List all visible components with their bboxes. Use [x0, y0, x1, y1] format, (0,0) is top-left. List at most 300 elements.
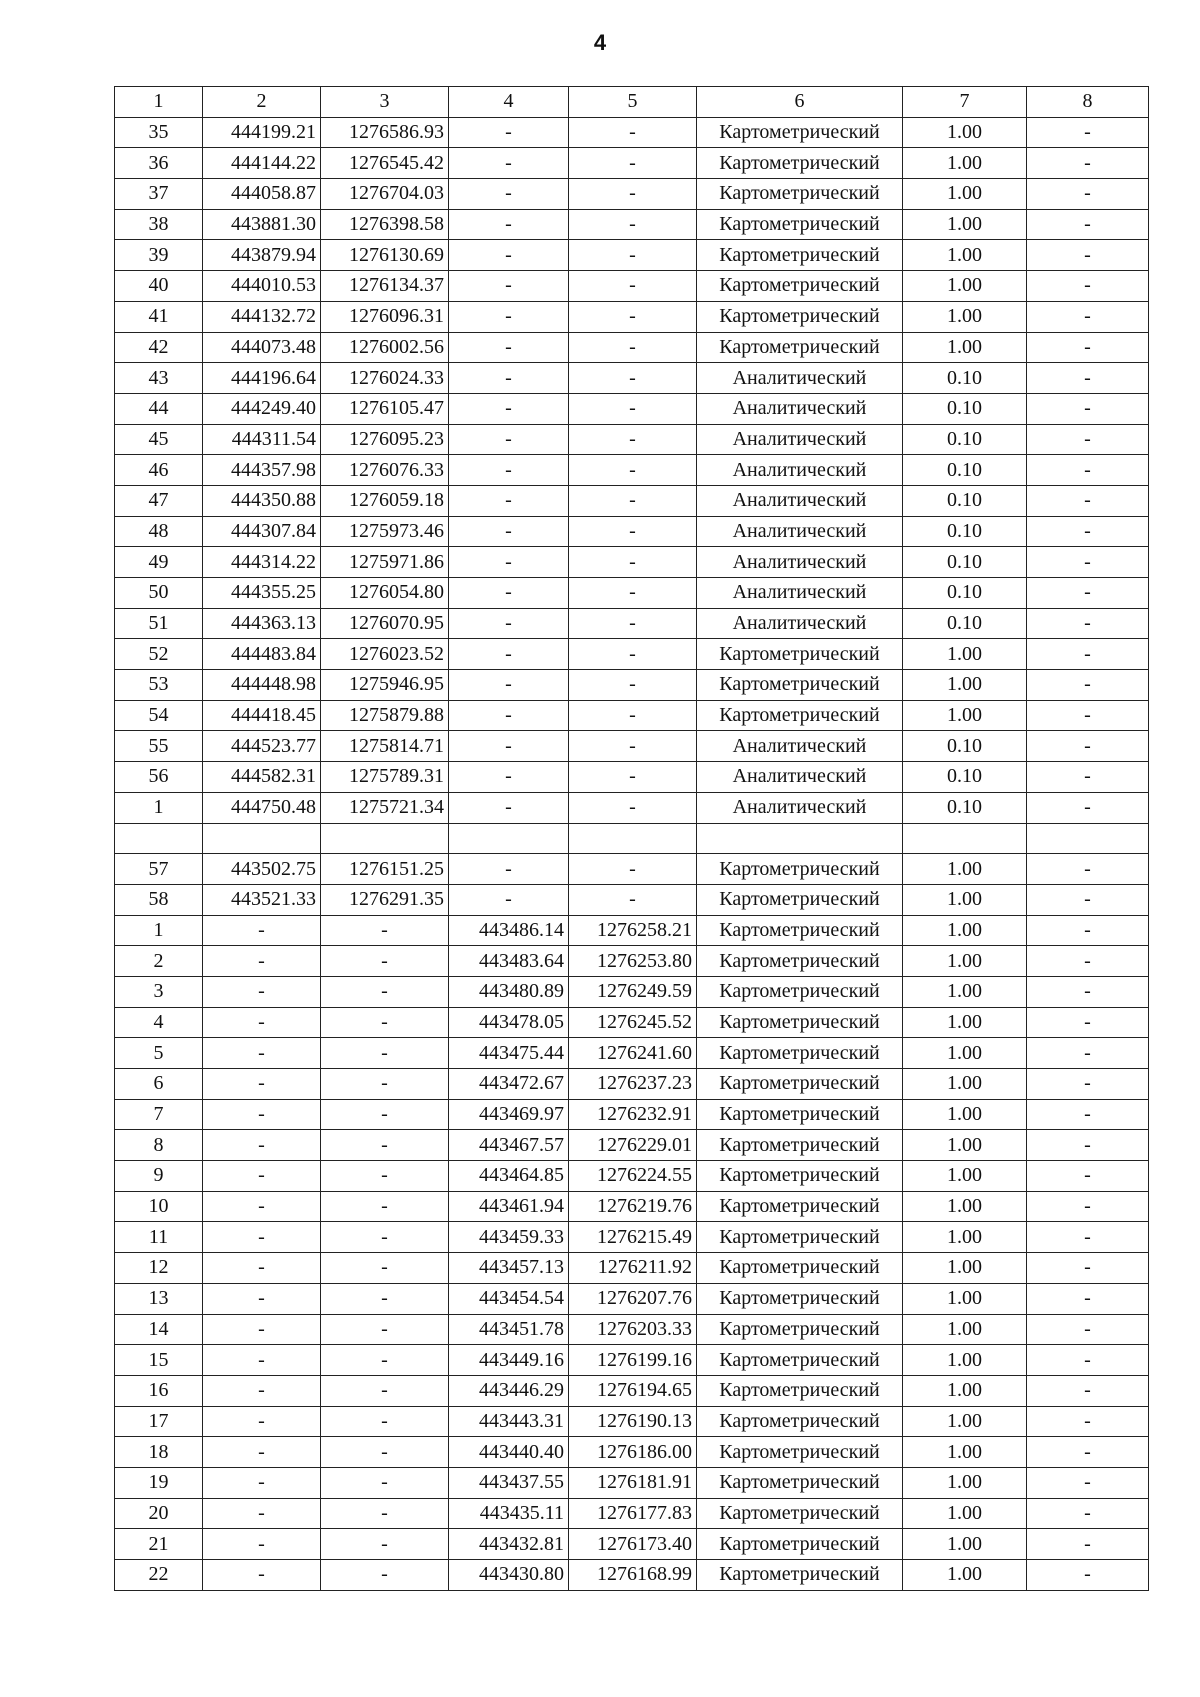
table-cell: 0.10: [903, 424, 1027, 455]
table-cell: 0.10: [903, 516, 1027, 547]
table-cell: -: [569, 731, 697, 762]
table-cell: -: [203, 1314, 321, 1345]
table-cell: -: [1027, 1406, 1149, 1437]
table-cell: 443467.57: [449, 1130, 569, 1161]
table-cell: 58: [115, 884, 203, 915]
table-row: [115, 792, 1149, 823]
table-cell: -: [569, 301, 697, 332]
table-cell: 1.00: [903, 117, 1027, 148]
column-header: 2: [203, 87, 321, 118]
table-cell: Картометрический: [697, 976, 903, 1007]
table-cell: -: [1027, 240, 1149, 271]
table-cell: Картометрический: [697, 240, 903, 271]
table-cell: 443483.64: [449, 946, 569, 977]
table-cell: 1.00: [903, 1529, 1027, 1560]
table-cell: 0.10: [903, 547, 1027, 578]
table-row: [115, 884, 1149, 915]
table-cell: -: [1027, 1314, 1149, 1345]
column-header: 3: [321, 87, 449, 118]
table-cell: Картометрический: [697, 332, 903, 363]
table-cell: Картометрический: [697, 1560, 903, 1591]
table-cell: 443446.29: [449, 1375, 569, 1406]
table-cell: Картометрический: [697, 1406, 903, 1437]
table-cell: 1.00: [903, 1007, 1027, 1038]
table-row: [115, 639, 1149, 670]
table-cell: -: [449, 363, 569, 394]
table-cell: 1.00: [903, 884, 1027, 915]
table-cell: 1.00: [903, 1406, 1027, 1437]
table-cell: 11: [115, 1222, 203, 1253]
table-cell: -: [1027, 915, 1149, 946]
table-cell: Картометрический: [697, 1130, 903, 1161]
table-cell: -: [203, 976, 321, 1007]
table-cell: 443457.13: [449, 1253, 569, 1284]
table-cell: -: [203, 1191, 321, 1222]
table-cell: 18: [115, 1437, 203, 1468]
table-cell: 1.00: [903, 332, 1027, 363]
table-cell: Картометрический: [697, 639, 903, 670]
table-cell: 17: [115, 1406, 203, 1437]
table-cell: 1276130.69: [321, 240, 449, 271]
table-cell: [321, 823, 449, 854]
table-row: [115, 762, 1149, 793]
table-body: [115, 117, 1149, 1590]
table-row: [115, 363, 1149, 394]
table-cell: 1276704.03: [321, 179, 449, 210]
table-cell: -: [321, 1283, 449, 1314]
table-row: [115, 516, 1149, 547]
table-cell: -: [449, 209, 569, 240]
table-cell: 1276199.16: [569, 1345, 697, 1376]
table-row: [115, 424, 1149, 455]
table-cell: 0.10: [903, 455, 1027, 486]
table-cell: 1.00: [903, 1283, 1027, 1314]
coordinates-table: [114, 86, 1149, 1591]
table-cell: 1276215.49: [569, 1222, 697, 1253]
table-cell: Картометрический: [697, 1038, 903, 1069]
column-header: 1: [115, 87, 203, 118]
table-cell: -: [321, 1038, 449, 1069]
table-cell: -: [321, 1191, 449, 1222]
table-cell: 0.10: [903, 393, 1027, 424]
table-cell: -: [1027, 1191, 1149, 1222]
table-cell: -: [321, 1069, 449, 1100]
table-cell: -: [449, 854, 569, 885]
table-row: [115, 700, 1149, 731]
table-cell: 55: [115, 731, 203, 762]
table-cell: 21: [115, 1529, 203, 1560]
table-cell: -: [1027, 578, 1149, 609]
table-cell: 1276059.18: [321, 485, 449, 516]
table-cell: 8: [115, 1130, 203, 1161]
table-row: [115, 946, 1149, 977]
table-cell: -: [321, 1007, 449, 1038]
table-cell: 0.10: [903, 608, 1027, 639]
table-cell: 44: [115, 393, 203, 424]
table-cell: 443464.85: [449, 1161, 569, 1192]
table-cell: -: [449, 332, 569, 363]
table-cell: -: [449, 271, 569, 302]
table-cell: -: [321, 1161, 449, 1192]
table-cell: 50: [115, 578, 203, 609]
column-header: 7: [903, 87, 1027, 118]
table-row: [115, 854, 1149, 885]
table-cell: Картометрический: [697, 148, 903, 179]
table-cell: -: [1027, 363, 1149, 394]
table-cell: 51: [115, 608, 203, 639]
table-cell: -: [1027, 976, 1149, 1007]
table-cell: -: [1027, 1345, 1149, 1376]
table-cell: 14: [115, 1314, 203, 1345]
table-cell: Аналитический: [697, 485, 903, 516]
table-cell: -: [569, 762, 697, 793]
table-cell: 1276237.23: [569, 1069, 697, 1100]
table-cell: -: [321, 1222, 449, 1253]
table-cell: -: [569, 363, 697, 394]
table-cell: -: [203, 1375, 321, 1406]
table-row: [115, 1498, 1149, 1529]
table-cell: 1: [115, 915, 203, 946]
table-cell: 1.00: [903, 639, 1027, 670]
table-row: [115, 1253, 1149, 1284]
table-cell: -: [449, 516, 569, 547]
table-cell: -: [569, 547, 697, 578]
table-cell: 1276134.37: [321, 271, 449, 302]
table-cell: -: [569, 639, 697, 670]
table-cell: -: [203, 1560, 321, 1591]
table-cell: Картометрический: [697, 915, 903, 946]
table-cell: 443521.33: [203, 884, 321, 915]
table-cell: 15: [115, 1345, 203, 1376]
table-cell: -: [449, 240, 569, 271]
table-cell: 48: [115, 516, 203, 547]
table-cell: -: [1027, 455, 1149, 486]
table-cell: Картометрический: [697, 1253, 903, 1284]
table-cell: -: [1027, 670, 1149, 701]
table-cell: 1.00: [903, 1191, 1027, 1222]
table-cell: 1276249.59: [569, 976, 697, 1007]
table-cell: 1275814.71: [321, 731, 449, 762]
table-cell: Картометрический: [697, 700, 903, 731]
table-cell: 1.00: [903, 1467, 1027, 1498]
table-row: [115, 1314, 1149, 1345]
table-row: [115, 1130, 1149, 1161]
table-row: [115, 1283, 1149, 1314]
table-cell: 443879.94: [203, 240, 321, 271]
table-cell: -: [449, 578, 569, 609]
table-cell: 443440.40: [449, 1437, 569, 1468]
table-row: [115, 485, 1149, 516]
table-row: [115, 1467, 1149, 1498]
table-cell: 444311.54: [203, 424, 321, 455]
table-cell: 444010.53: [203, 271, 321, 302]
table-row: [115, 209, 1149, 240]
table-row: [115, 455, 1149, 486]
table-cell: -: [1027, 117, 1149, 148]
table-cell: 1.00: [903, 1314, 1027, 1345]
table-cell: -: [321, 1345, 449, 1376]
table-cell: 1276070.95: [321, 608, 449, 639]
table-cell: -: [449, 424, 569, 455]
table-cell: 53: [115, 670, 203, 701]
table-cell: -: [1027, 762, 1149, 793]
table-cell: -: [569, 240, 697, 271]
table-cell: -: [321, 1437, 449, 1468]
table-cell: Картометрический: [697, 1375, 903, 1406]
table-cell: Картометрический: [697, 209, 903, 240]
table-cell: -: [449, 608, 569, 639]
table-row: [115, 547, 1149, 578]
table-cell: 1276229.01: [569, 1130, 697, 1161]
table-row: [115, 1406, 1149, 1437]
table-cell: 1276241.60: [569, 1038, 697, 1069]
table-cell: Картометрический: [697, 670, 903, 701]
table-cell: -: [321, 1560, 449, 1591]
table-cell: -: [321, 976, 449, 1007]
table-cell: -: [569, 148, 697, 179]
table-cell: 443486.14: [449, 915, 569, 946]
table-cell: Картометрический: [697, 1283, 903, 1314]
table-cell: [903, 823, 1027, 854]
table-cell: 444249.40: [203, 393, 321, 424]
table-cell: -: [1027, 1283, 1149, 1314]
table-cell: 20: [115, 1498, 203, 1529]
table-cell: 1276173.40: [569, 1529, 697, 1560]
table-cell: -: [1027, 1560, 1149, 1591]
table-row: [115, 1345, 1149, 1376]
table-cell: 443443.31: [449, 1406, 569, 1437]
table-cell: -: [1027, 1130, 1149, 1161]
table-cell: 0.10: [903, 792, 1027, 823]
table-cell: 1276224.55: [569, 1161, 697, 1192]
table-cell: -: [203, 1467, 321, 1498]
table-cell: 1.00: [903, 1099, 1027, 1130]
table-cell: -: [449, 148, 569, 179]
table-cell: 1275879.88: [321, 700, 449, 731]
table-cell: 444199.21: [203, 117, 321, 148]
table-cell: -: [203, 1161, 321, 1192]
table-cell: Картометрический: [697, 1529, 903, 1560]
table-cell: 52: [115, 639, 203, 670]
table-cell: -: [569, 179, 697, 210]
table-row: [115, 179, 1149, 210]
table-cell: 1276054.80: [321, 578, 449, 609]
table-cell: -: [203, 1130, 321, 1161]
table-cell: -: [569, 424, 697, 455]
table-cell: 444357.98: [203, 455, 321, 486]
table-cell: -: [1027, 608, 1149, 639]
table-cell: [449, 823, 569, 854]
table-cell: -: [1027, 1007, 1149, 1038]
table-cell: -: [203, 1283, 321, 1314]
table-cell: -: [1027, 1222, 1149, 1253]
table-cell: [569, 823, 697, 854]
table-cell: 56: [115, 762, 203, 793]
table-cell: -: [321, 1529, 449, 1560]
table-cell: 1276258.21: [569, 915, 697, 946]
table-cell: -: [449, 485, 569, 516]
table-cell: Аналитический: [697, 547, 903, 578]
table-cell: 443478.05: [449, 1007, 569, 1038]
table-cell: 444448.98: [203, 670, 321, 701]
table-cell: 443502.75: [203, 854, 321, 885]
table-cell: 1276168.99: [569, 1560, 697, 1591]
table-cell: 1276024.33: [321, 363, 449, 394]
table-cell: 40: [115, 271, 203, 302]
table-cell: Картометрический: [697, 117, 903, 148]
table-cell: 0.10: [903, 762, 1027, 793]
table-cell: 1.00: [903, 1498, 1027, 1529]
table-row: [115, 1038, 1149, 1069]
table-cell: -: [203, 946, 321, 977]
table-cell: -: [1027, 1161, 1149, 1192]
table-cell: -: [321, 1498, 449, 1529]
table-cell: [697, 823, 903, 854]
table-cell: 38: [115, 209, 203, 240]
table-cell: [115, 823, 203, 854]
table-cell: -: [569, 209, 697, 240]
table-cell: Картометрический: [697, 1069, 903, 1100]
table-cell: 54: [115, 700, 203, 731]
table-cell: 57: [115, 854, 203, 885]
table-cell: Картометрический: [697, 1345, 903, 1376]
table-cell: 1275721.34: [321, 792, 449, 823]
table-cell: 444750.48: [203, 792, 321, 823]
table-cell: 19: [115, 1467, 203, 1498]
table-cell: -: [321, 1314, 449, 1345]
table-cell: 1.00: [903, 1345, 1027, 1376]
table-cell: -: [321, 1253, 449, 1284]
table-cell: -: [449, 393, 569, 424]
table-cell: 1.00: [903, 1161, 1027, 1192]
table-cell: 42: [115, 332, 203, 363]
table-cell: -: [569, 117, 697, 148]
table-cell: Картометрический: [697, 1099, 903, 1130]
table-cell: 444307.84: [203, 516, 321, 547]
table-cell: 0.10: [903, 578, 1027, 609]
table-cell: 1276096.31: [321, 301, 449, 332]
table-cell: -: [1027, 1529, 1149, 1560]
table-cell: Картометрический: [697, 1191, 903, 1222]
table-cell: Картометрический: [697, 1437, 903, 1468]
table-cell: Аналитический: [697, 424, 903, 455]
table-cell: -: [1027, 516, 1149, 547]
table-cell: -: [1027, 209, 1149, 240]
table-cell: 444350.88: [203, 485, 321, 516]
table-row: [115, 1437, 1149, 1468]
table-cell: 443454.54: [449, 1283, 569, 1314]
table-cell: -: [203, 1099, 321, 1130]
table-cell: -: [1027, 485, 1149, 516]
table-cell: -: [321, 1467, 449, 1498]
table-cell: Картометрический: [697, 946, 903, 977]
table-cell: -: [321, 1406, 449, 1437]
table-cell: -: [569, 670, 697, 701]
table-cell: 444483.84: [203, 639, 321, 670]
table-cell: 1276253.80: [569, 946, 697, 977]
table-cell: Картометрический: [697, 301, 903, 332]
table-row: [115, 578, 1149, 609]
table-cell: 7: [115, 1099, 203, 1130]
table-cell: 443430.80: [449, 1560, 569, 1591]
table-cell: 1.00: [903, 1222, 1027, 1253]
table-cell: -: [1027, 547, 1149, 578]
table-cell: Картометрический: [697, 1161, 903, 1192]
page-number: 4: [593, 30, 607, 55]
table-cell: 0.10: [903, 363, 1027, 394]
table-cell: -: [203, 1069, 321, 1100]
table-row: [115, 1161, 1149, 1192]
table-cell: 1.00: [903, 976, 1027, 1007]
table-cell: -: [1027, 271, 1149, 302]
table-cell: 12: [115, 1253, 203, 1284]
table-cell: -: [1027, 332, 1149, 363]
table-cell: 443472.67: [449, 1069, 569, 1100]
table-row: [115, 1069, 1149, 1100]
table-cell: 1276181.91: [569, 1467, 697, 1498]
table-cell: Аналитический: [697, 731, 903, 762]
table-cell: 443480.89: [449, 976, 569, 1007]
table-cell: -: [1027, 1375, 1149, 1406]
table-cell: Аналитический: [697, 363, 903, 394]
table-cell: 1275973.46: [321, 516, 449, 547]
table-cell: 444073.48: [203, 332, 321, 363]
table-row: [115, 976, 1149, 1007]
table-cell: 1276291.35: [321, 884, 449, 915]
table-cell: 1276586.93: [321, 117, 449, 148]
table-cell: 16: [115, 1375, 203, 1406]
table-cell: -: [203, 1222, 321, 1253]
table-cell: 9: [115, 1161, 203, 1192]
table-cell: 443881.30: [203, 209, 321, 240]
table-cell: 443459.33: [449, 1222, 569, 1253]
table-cell: -: [449, 700, 569, 731]
table-row: [115, 1099, 1149, 1130]
column-header: 8: [1027, 87, 1149, 118]
table-cell: 1276545.42: [321, 148, 449, 179]
table-cell: 1275789.31: [321, 762, 449, 793]
table-cell: 1.00: [903, 209, 1027, 240]
table-cell: -: [203, 1253, 321, 1284]
table-cell: Аналитический: [697, 608, 903, 639]
table-cell: 444418.45: [203, 700, 321, 731]
table-cell: -: [569, 393, 697, 424]
table-cell: -: [569, 792, 697, 823]
table-cell: 444132.72: [203, 301, 321, 332]
table-cell: 1276211.92: [569, 1253, 697, 1284]
table-cell: -: [449, 792, 569, 823]
table-cell: -: [1027, 148, 1149, 179]
table-cell: -: [203, 1038, 321, 1069]
table-cell: Аналитический: [697, 393, 903, 424]
table-cell: 1276203.33: [569, 1314, 697, 1345]
table-cell: -: [449, 301, 569, 332]
table-cell: 1.00: [903, 1560, 1027, 1591]
table-cell: -: [449, 731, 569, 762]
table-cell: -: [449, 547, 569, 578]
table-cell: -: [569, 485, 697, 516]
table-cell: 1276190.13: [569, 1406, 697, 1437]
table-cell: 36: [115, 148, 203, 179]
table-row: [115, 271, 1149, 302]
table-cell: 1276219.76: [569, 1191, 697, 1222]
table-cell: 1.00: [903, 271, 1027, 302]
table-cell: 1.00: [903, 915, 1027, 946]
table-row: [115, 1529, 1149, 1560]
table-cell: -: [449, 884, 569, 915]
table-cell: Аналитический: [697, 455, 903, 486]
table-cell: -: [203, 1529, 321, 1560]
